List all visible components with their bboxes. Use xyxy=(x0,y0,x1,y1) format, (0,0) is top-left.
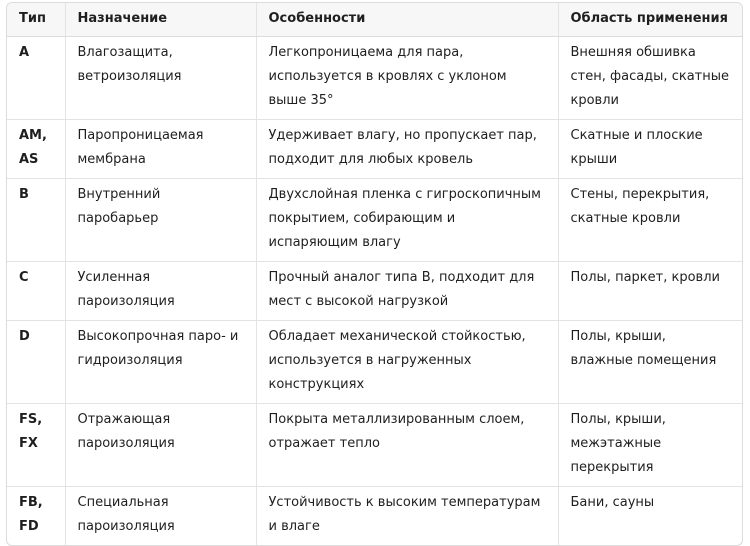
cell-purpose: Отражающая пароизоляция xyxy=(65,403,256,486)
cell-application: Стены, перекрытия, скатные кровли xyxy=(558,178,743,261)
table-row xyxy=(7,178,743,261)
column-header-purpose: Назначение xyxy=(65,3,256,36)
cell-application: Скатные и плоские крыши xyxy=(558,119,743,178)
table-row xyxy=(7,486,743,545)
table-row xyxy=(7,403,743,486)
cell-features: Устойчивость к высоким температурам и влаге xyxy=(256,486,558,545)
membrane-types-table xyxy=(7,3,743,545)
column-header-type: Тип xyxy=(7,3,65,36)
cell-purpose: Внутренний паробарьер xyxy=(65,178,256,261)
cell-purpose: Специальная пароизоляция xyxy=(65,486,256,545)
table-row xyxy=(7,320,743,403)
cell-application: Внешняя обшивка стен, фасады, скатные кровли xyxy=(558,36,743,119)
cell-purpose: Влагозащита, ветроизоляция xyxy=(65,36,256,119)
membrane-types-table-container xyxy=(6,2,743,546)
cell-application: Полы, крыши, влажные помещения xyxy=(558,320,743,403)
cell-features: Обладает механической стойкостью, используется в нагруженных конструкциях xyxy=(256,320,558,403)
column-header-application: Область применения xyxy=(558,3,743,36)
table-row xyxy=(7,36,743,119)
table-row xyxy=(7,119,743,178)
cell-features: Покрыта металлизированным слоем, отражает тепло xyxy=(256,403,558,486)
cell-purpose: Паропроницаемая мембрана xyxy=(65,119,256,178)
table-row xyxy=(7,261,743,320)
cell-features: Прочный аналог типа B, подходит для мест с высокой нагрузкой xyxy=(256,261,558,320)
cell-features: Легкопроницаема для пара, используется в кровлях с уклоном выше 35° xyxy=(256,36,558,119)
cell-type: B xyxy=(7,178,65,261)
column-header-features: Особенности xyxy=(256,3,558,36)
cell-type: D xyxy=(7,320,65,403)
cell-type: FS, FX xyxy=(7,403,65,486)
cell-purpose: Усиленная пароизоляция xyxy=(65,261,256,320)
cell-application: Полы, крыши, межэтажные перекрытия xyxy=(558,403,743,486)
cell-type: A xyxy=(7,36,65,119)
cell-application: Бани, сауны xyxy=(558,486,743,545)
cell-features: Удерживает влагу, но пропускает пар, подходит для любых кровель xyxy=(256,119,558,178)
table-header-row xyxy=(7,3,743,36)
cell-purpose: Высокопрочная паро- и гидроизоляция xyxy=(65,320,256,403)
cell-features: Двухслойная пленка с гигроскопичным покрытием, собирающим и испаряющим влагу xyxy=(256,178,558,261)
cell-type: AM, AS xyxy=(7,119,65,178)
cell-application: Полы, паркет, кровли xyxy=(558,261,743,320)
cell-type: C xyxy=(7,261,65,320)
cell-type: FB, FD xyxy=(19,494,43,534)
